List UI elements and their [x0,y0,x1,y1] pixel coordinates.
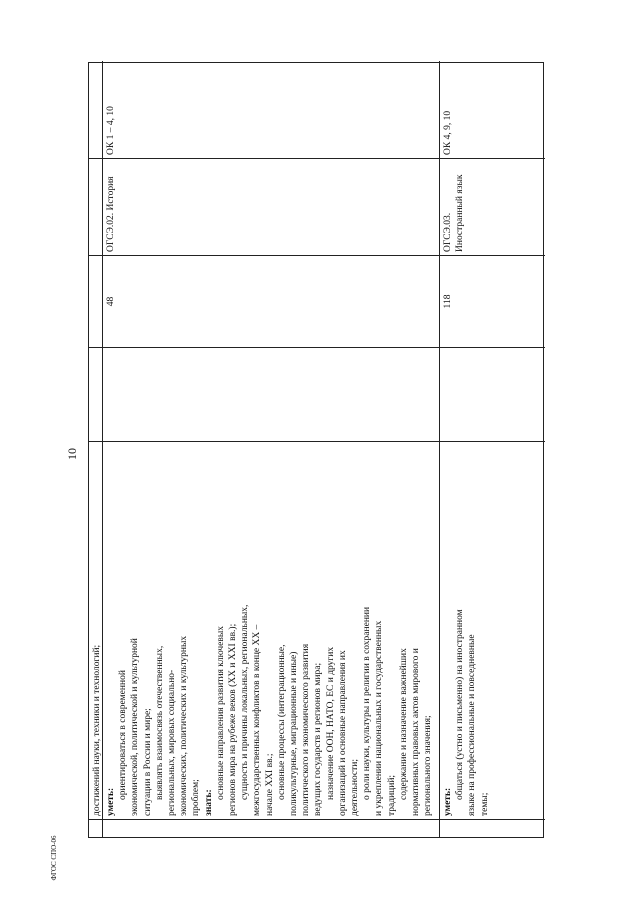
content-line: традиций; [386,774,397,816]
content-line: сущность и причины локальных, региональных, [240,604,251,800]
empty-cell [103,347,439,441]
content-line: о роли науки, культуры и религии в сохранении [362,606,373,800]
table-row [440,61,545,837]
competency-table [88,62,544,838]
content-line: содержание и назначение важнейших [398,648,409,800]
content-line: основные процессы (интеграционные, [276,644,287,800]
content-line: назначение ООН, НАТО, ЕС и других [325,646,336,800]
hours-cell [89,255,102,347]
content-line: ориентироваться в современной [118,670,129,800]
discipline-cell: ОГСЭ.03. Иностранный язык [440,158,545,255]
content-line: основные направления развития ключевых [215,625,226,800]
section-heading: уметь: [106,787,116,816]
section-heading: уметь: [443,787,453,816]
content-line: темы; [479,792,490,816]
content-line: политического и экономического развития [301,643,312,816]
content-cell [103,441,439,819]
competencies-cell [89,61,102,158]
content-line: региональных, мировых социально- [167,669,178,816]
content-line: ситуации в России и мире; [142,708,153,816]
content-line: нормативных правовых актов мирового и [411,648,422,816]
content-line: языке на профессиональные и повседневные [467,634,478,816]
competencies-cell: ОК 1 – 4, 10 [106,106,116,155]
hours-cell: 48 [103,255,439,347]
content-line: экономических, политических и культурных [179,635,190,816]
discipline-cell [89,158,102,255]
competencies-cell: ОК 4, 9, 10 [443,110,453,155]
table-row [89,61,103,837]
content-line: и укреплении национальных и государственных [374,620,385,816]
empty-cell [89,347,102,441]
content-line: начале XXI вв.; [264,753,275,816]
content-line: регионов мира на рубеже веков (XX и XXI вв.); [228,623,239,816]
content-line: межгосударственных конфликтов в конце XX – [252,624,263,816]
content-line: проблем; [191,779,202,816]
index-cell [89,819,102,837]
table-row [103,61,440,837]
content-line: деятельности; [350,758,361,816]
page-number: 10 [65,448,79,460]
footer-code: ФГОС СПО-06 [50,835,58,881]
index-cell [103,819,439,837]
index-cell [440,819,545,837]
content-line: выявлять взаимосвязь отечественных, [154,645,165,800]
content-line: поликультурные, миграционные и иные) [289,651,300,816]
hours-cell: 118 [440,255,545,347]
content-cell [440,441,545,819]
content-line: организаций и основные направления их [337,650,348,816]
empty-cell [440,347,545,441]
content-line: регионального значения; [423,715,434,816]
discipline-cell: ОГСЭ.02. История [103,158,439,255]
section-heading: знать: [203,789,214,816]
content-line: общаться (устно и письменно) на иностранном [455,609,466,800]
content-cell [89,441,102,819]
content-line: ведущих государств и регионов мира; [313,662,324,816]
content-line: экономической, политической и культурной [130,638,141,816]
content-line: достижений науки, техники и технологий; [92,644,102,816]
